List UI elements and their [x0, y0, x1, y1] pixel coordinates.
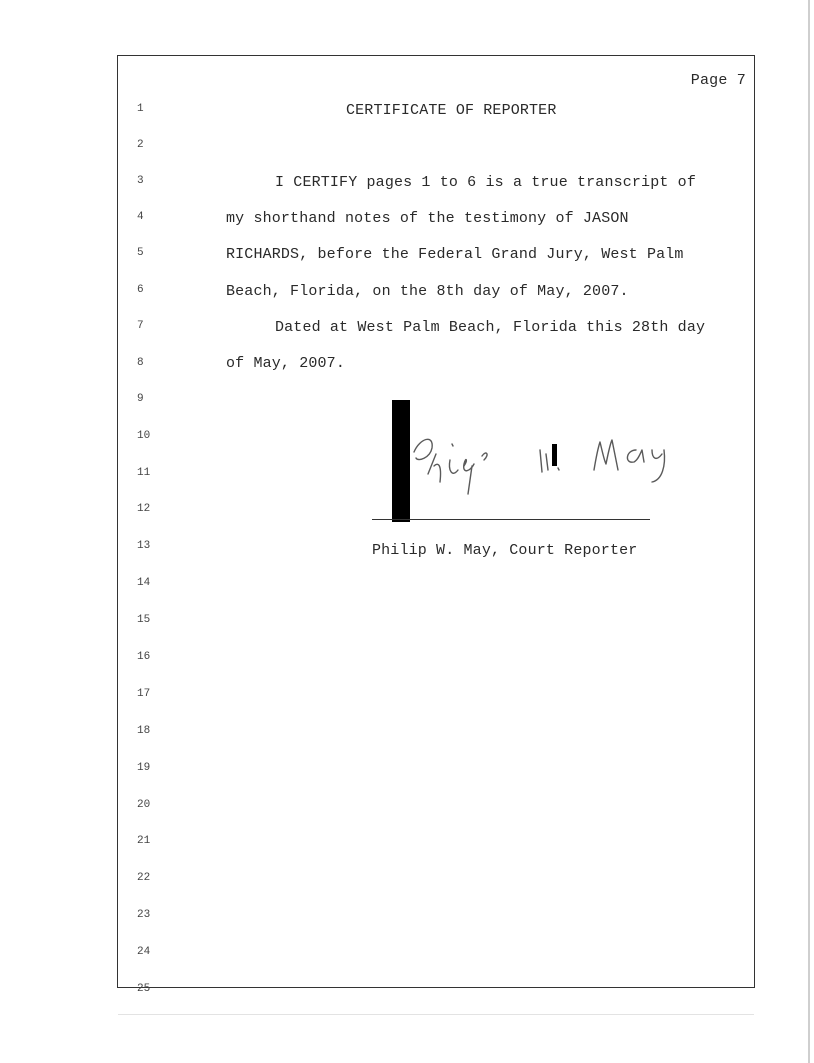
line-number: 10: [137, 430, 151, 442]
body-line-6: Beach, Florida, on the 8th day of May, 2007.: [226, 283, 629, 300]
handwritten-signature: [400, 420, 690, 500]
line-number: 18: [137, 725, 151, 737]
line-number: 16: [137, 651, 151, 663]
line-number: 5: [137, 247, 144, 259]
line-number: 1: [137, 103, 144, 115]
line-number: 14: [137, 577, 151, 589]
line-number: 13: [137, 540, 151, 552]
body-line-5: RICHARDS, before the Federal Grand Jury, West Palm: [226, 246, 684, 263]
line-number: 25: [137, 983, 151, 995]
line-number: 21: [137, 835, 151, 847]
line-number: 3: [137, 175, 144, 187]
scan-artifact-right: [808, 0, 810, 1063]
line-number: 20: [137, 799, 151, 811]
line-number: 19: [137, 762, 151, 774]
line-number: 9: [137, 393, 144, 405]
line-number: 11: [137, 467, 151, 479]
line-number: 4: [137, 211, 144, 223]
signature-line: [372, 519, 650, 520]
page-border: [117, 55, 755, 988]
page-number: Page 7: [690, 72, 746, 89]
line-number: 15: [137, 614, 151, 626]
line-number: 24: [137, 946, 151, 958]
signature-caption: Philip W. May, Court Reporter: [372, 542, 638, 559]
certificate-title: CERTIFICATE OF REPORTER: [346, 102, 557, 119]
line-number: 7: [137, 320, 144, 332]
line-number: 6: [137, 284, 144, 296]
scan-artifact-bottom: [118, 1014, 754, 1015]
line-number: 8: [137, 357, 144, 369]
line-number: 12: [137, 503, 151, 515]
line-number: 17: [137, 688, 151, 700]
line-number: 2: [137, 139, 144, 151]
body-line-3: I CERTIFY pages 1 to 6 is a true transcript of: [275, 174, 696, 191]
body-line-8: of May, 2007.: [226, 355, 345, 372]
body-line-7: Dated at West Palm Beach, Florida this 28th day: [275, 319, 706, 336]
line-number: 22: [137, 872, 151, 884]
body-line-4: my shorthand notes of the testimony of JASON: [226, 210, 629, 227]
line-number: 23: [137, 909, 151, 921]
